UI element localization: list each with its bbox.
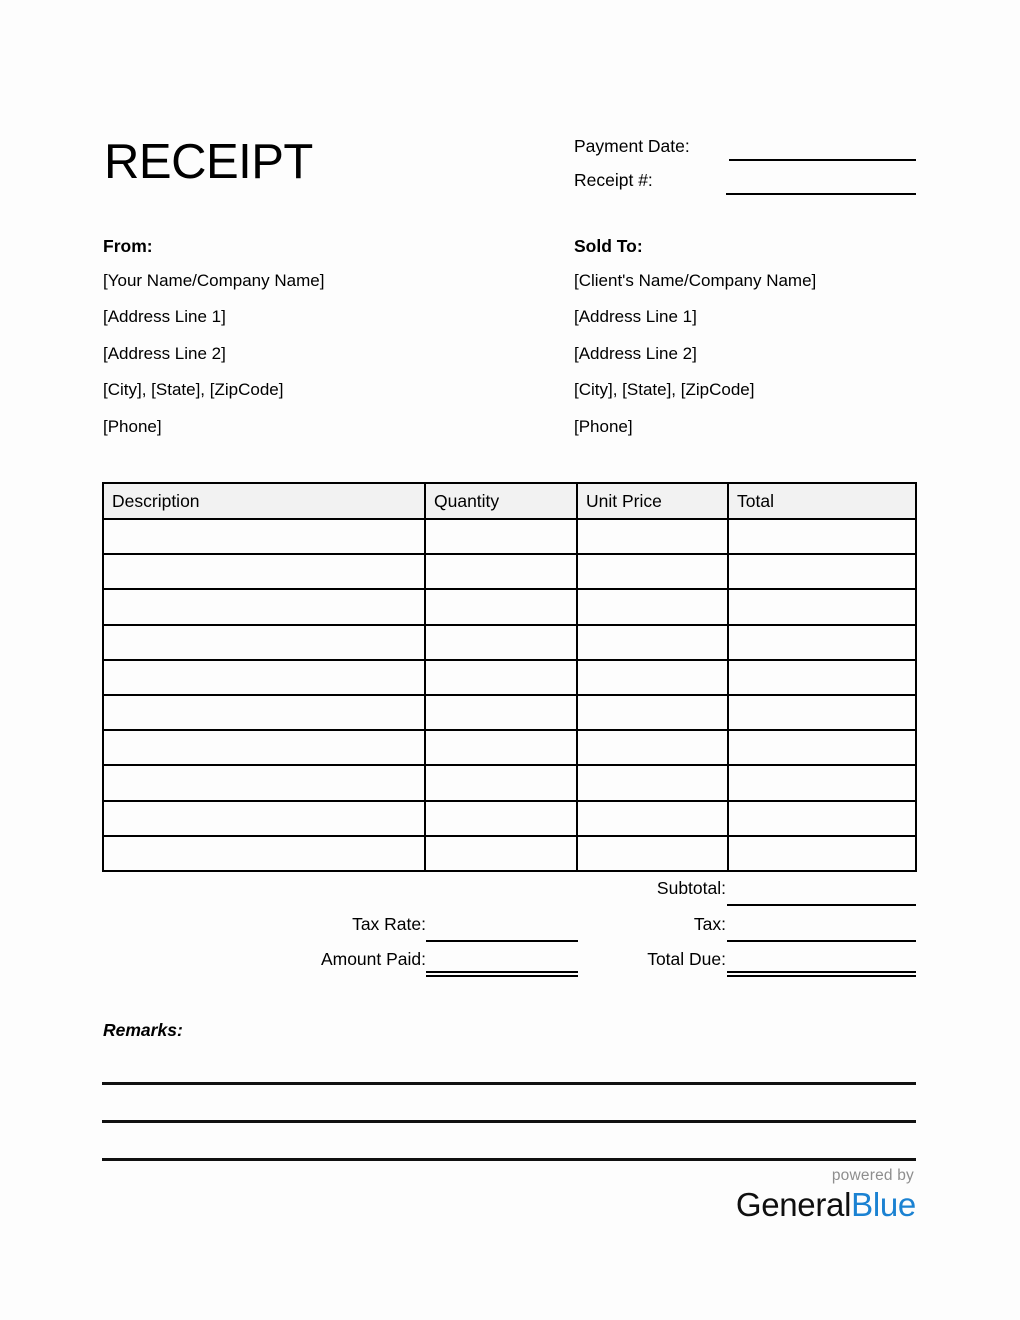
from-line-name[interactable]: [Your Name/Company Name] [103, 270, 325, 290]
generalblue-logo [616, 1168, 916, 1221]
cell-description[interactable] [103, 519, 425, 554]
payment-date-input[interactable] [729, 159, 916, 161]
brand-name [616, 1185, 916, 1223]
cell-total[interactable] [728, 730, 916, 765]
total-due-row [102, 943, 916, 979]
cell-description[interactable] [103, 836, 425, 871]
cell-quantity[interactable] [425, 519, 577, 554]
remarks-line-3[interactable] [102, 1158, 916, 1161]
tax-row [102, 908, 916, 944]
sold-to-title: Sold To: [574, 236, 643, 256]
cell-quantity[interactable] [425, 765, 577, 800]
powered-by-label: powered by [831, 1167, 914, 1184]
brand-name-blue: Blue [851, 1185, 916, 1223]
table-row [103, 801, 916, 836]
column-header-total: Total [728, 483, 916, 519]
line-items-table [102, 482, 917, 872]
sold-to-line-name[interactable]: [Client's Name/Company Name] [574, 270, 817, 290]
cell-unit-price[interactable] [577, 730, 728, 765]
cell-quantity[interactable] [425, 625, 577, 660]
tax-rate-input[interactable] [426, 940, 578, 942]
remarks-line-1[interactable] [102, 1082, 916, 1085]
cell-quantity[interactable] [425, 801, 577, 836]
cell-total[interactable] [728, 519, 916, 554]
receipt-number-row [574, 164, 916, 198]
cell-total[interactable] [728, 625, 916, 660]
cell-unit-price[interactable] [577, 836, 728, 871]
subtotal-input[interactable] [727, 904, 916, 906]
cell-unit-price[interactable] [577, 695, 728, 730]
cell-quantity[interactable] [425, 836, 577, 871]
table-row [103, 660, 916, 695]
cell-description[interactable] [103, 554, 425, 589]
totals-section [102, 872, 916, 982]
from-line-address2[interactable]: [Address Line 2] [103, 343, 226, 363]
brand-name-general: General [735, 1185, 852, 1223]
from-block [103, 238, 503, 454]
table-header-row [103, 483, 916, 519]
sold-to-line-address1[interactable]: [Address Line 1] [574, 307, 697, 326]
column-header-quantity: Quantity [425, 483, 577, 519]
cell-unit-price[interactable] [577, 554, 728, 589]
from-line-address1[interactable]: [Address Line 1] [103, 307, 226, 326]
amount-paid-label: Amount Paid: [320, 949, 426, 969]
cell-total[interactable] [728, 660, 916, 695]
receipt-number-input[interactable] [726, 193, 916, 195]
cell-quantity[interactable] [425, 660, 577, 695]
tax-input[interactable] [727, 940, 916, 942]
total-due-label: Total Due: [647, 949, 726, 969]
cell-total[interactable] [728, 589, 916, 624]
table-row [103, 695, 916, 730]
table-row [103, 730, 916, 765]
column-header-description: Description [103, 483, 425, 519]
cell-unit-price[interactable] [577, 625, 728, 660]
cell-total[interactable] [728, 554, 916, 589]
tax-label: Tax: [693, 914, 726, 934]
remarks-line-2[interactable] [102, 1120, 916, 1123]
table-row [103, 589, 916, 624]
cell-quantity[interactable] [425, 554, 577, 589]
sold-to-line-city-state-zip[interactable]: [City], [State], [ZipCode] [574, 380, 755, 399]
sold-to-line-address2[interactable]: [Address Line 2] [574, 343, 697, 363]
cell-description[interactable] [103, 730, 425, 765]
from-line-city-state-zip[interactable]: [City], [State], [ZipCode] [103, 380, 284, 399]
sold-to-line-phone[interactable]: [Phone] [574, 416, 633, 436]
table-row [103, 765, 916, 800]
column-header-unit-price: Unit Price [577, 483, 728, 519]
amount-paid-input[interactable] [426, 971, 578, 978]
table-row [103, 625, 916, 660]
cell-quantity[interactable] [425, 589, 577, 624]
table-row [103, 836, 916, 871]
cell-description[interactable] [103, 589, 425, 624]
table-row [103, 554, 916, 589]
payment-date-row [574, 130, 916, 164]
receipt-meta-fields [574, 130, 916, 198]
receipt-header [102, 130, 916, 220]
cell-unit-price[interactable] [577, 660, 728, 695]
cell-description[interactable] [103, 660, 425, 695]
subtotal-row [102, 872, 916, 908]
page-title: RECEIPT [104, 135, 313, 189]
cell-unit-price[interactable] [577, 801, 728, 836]
sold-to-block [574, 238, 974, 454]
cell-total[interactable] [728, 836, 916, 871]
payment-date-label: Payment Date: [574, 136, 690, 156]
cell-description[interactable] [103, 765, 425, 800]
cell-quantity[interactable] [425, 695, 577, 730]
from-title: From: [103, 236, 153, 256]
table-body [103, 519, 916, 871]
cell-description[interactable] [103, 695, 425, 730]
cell-description[interactable] [103, 625, 425, 660]
cell-total[interactable] [728, 801, 916, 836]
remarks-title: Remarks: [103, 1020, 183, 1040]
tax-rate-label: Tax Rate: [352, 914, 426, 934]
cell-description[interactable] [103, 801, 425, 836]
cell-unit-price[interactable] [577, 765, 728, 800]
cell-unit-price[interactable] [577, 589, 728, 624]
subtotal-label: Subtotal: [656, 878, 726, 898]
cell-total[interactable] [728, 765, 916, 800]
cell-total[interactable] [728, 695, 916, 730]
from-line-phone[interactable]: [Phone] [103, 416, 162, 436]
table-row [103, 519, 916, 554]
total-due-input[interactable] [727, 971, 916, 978]
cell-unit-price[interactable] [577, 519, 728, 554]
receipt-number-label: Receipt #: [574, 170, 653, 190]
cell-quantity[interactable] [425, 730, 577, 765]
table-header [103, 483, 916, 519]
